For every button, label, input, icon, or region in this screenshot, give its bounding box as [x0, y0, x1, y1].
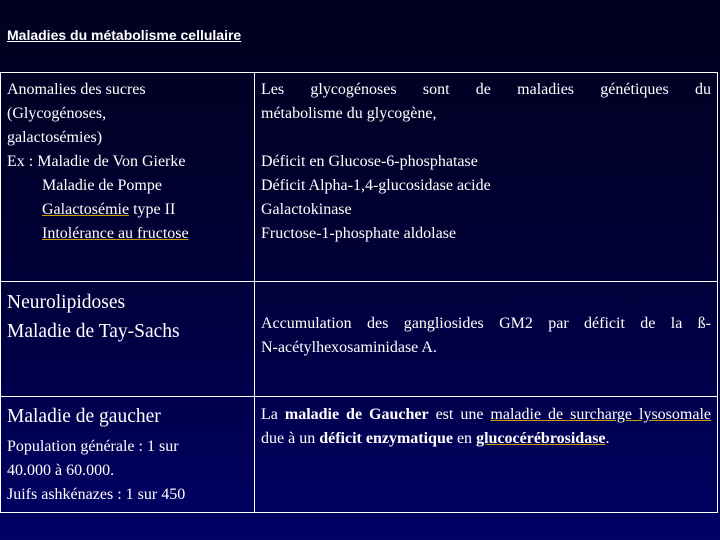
neurolipidoses-cell	[1, 282, 255, 397]
cell-text: .	[605, 430, 610, 447]
cell-line: Déficit Alpha-1,4-glucosidase acide	[261, 177, 491, 194]
table-row	[1, 73, 718, 282]
table-row	[1, 282, 718, 397]
cell-text-bold: maladie de Gaucher	[284, 406, 429, 423]
cell-text-bold: déficit enzymatique	[319, 430, 453, 447]
spacer	[261, 126, 711, 150]
cell-line: (Glycogénoses,	[7, 105, 107, 122]
cell-text: est une	[428, 406, 491, 423]
cell-line	[7, 198, 248, 222]
cell-line: Maladie de Pompe	[42, 177, 162, 194]
cell-line: galactosémies)	[7, 129, 103, 146]
cell-text: type II	[129, 201, 176, 218]
glucocerebrosidase-link[interactable]: glucocérébrosidase	[476, 430, 606, 447]
disease-table	[0, 72, 718, 513]
galactosemie-link[interactable]: Galactosémie	[42, 201, 130, 218]
cell-line: 40.000 à 60.000.	[7, 462, 115, 479]
cell-line: Fructose-1-phosphate aldolase	[261, 225, 457, 242]
cell-line: métabolisme du glycogène,	[261, 105, 437, 122]
cell-line: Accumulation des gangliosides GM2 par déficit de la ß-	[261, 315, 711, 332]
table-row	[1, 397, 718, 513]
gaucher-description-cell	[255, 397, 718, 513]
cell-text: en	[452, 430, 477, 447]
cell-line: Galactokinase	[261, 201, 352, 218]
gaucher-cell	[1, 397, 255, 513]
cell-line: Ex : Maladie de Von Gierke	[7, 153, 186, 170]
lysosomal-storage-link[interactable]: maladie de surcharge lysosomale	[490, 406, 712, 423]
cell-line: Maladie de Tay-Sachs	[7, 321, 180, 342]
page-title: Maladies du métabolisme cellulaire	[7, 27, 242, 43]
cell-line	[7, 222, 248, 246]
gaucher-paragraph	[261, 403, 711, 451]
cell-line: Anomalies des sucres	[7, 81, 146, 98]
cell-line: Les glycogénoses sont de maladies génétiques du	[261, 81, 711, 98]
glycogenoses-description-cell	[255, 73, 718, 282]
cell-heading: Maladie de gaucher	[7, 406, 161, 427]
sugar-anomalies-cell	[1, 73, 255, 282]
cell-text: La	[261, 406, 285, 423]
cell-line: Population générale : 1 sur	[7, 438, 179, 455]
fructose-intolerance-link[interactable]: Intolérance au fructose	[42, 225, 189, 242]
cell-line: Juifs ashkénazes : 1 sur 450	[7, 486, 186, 503]
tay-sachs-description-cell	[255, 282, 718, 397]
cell-line: N-acétylhexosaminidase A.	[261, 339, 437, 356]
cell-text: due à un	[261, 430, 320, 447]
cell-line: Neurolipidoses	[7, 292, 126, 313]
cell-line: Déficit en Glucose-6-phosphatase	[261, 153, 478, 170]
